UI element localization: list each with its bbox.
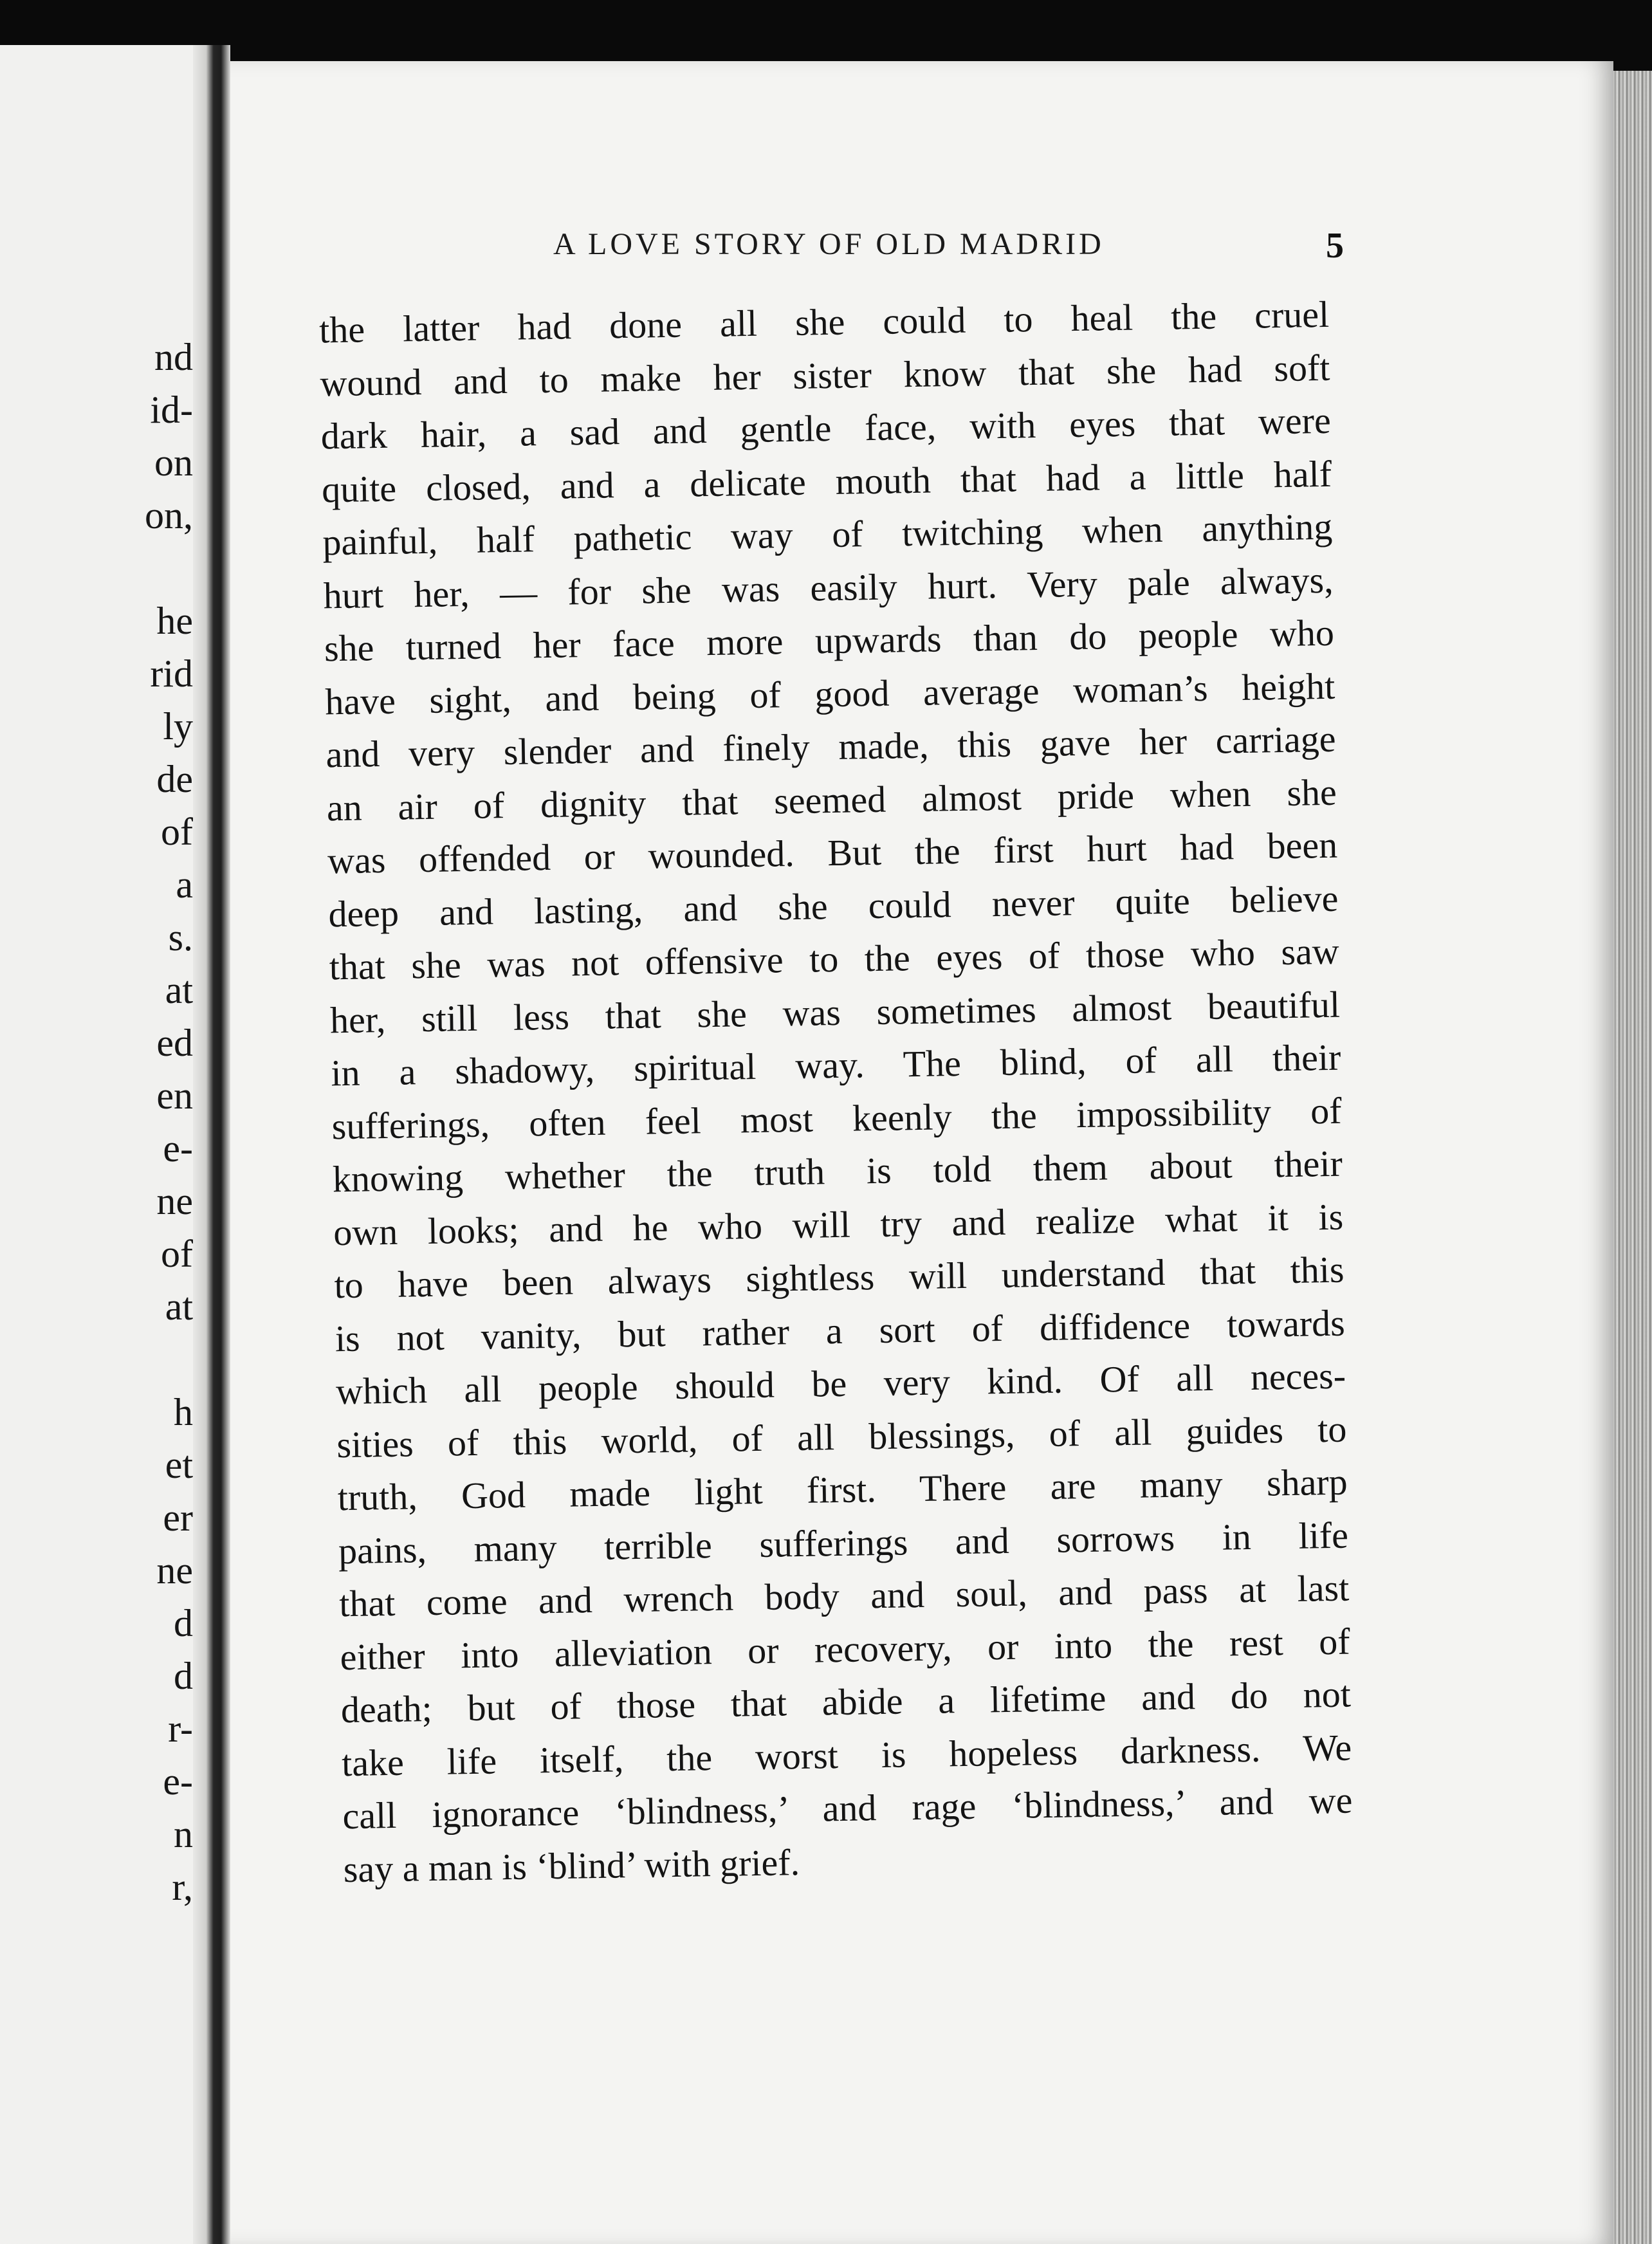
left-page-fragment: ed	[156, 1022, 193, 1064]
left-page-fragment: nd	[154, 336, 193, 378]
left-page-fragment: rid	[150, 652, 193, 695]
left-page-fragment: d	[174, 1655, 193, 1697]
text-line: in a shadowy, spiritual way. The blind, of all their	[330, 1036, 1341, 1094]
left-page-fragment: he	[156, 600, 193, 642]
left-page-fragment: r,	[172, 1866, 193, 1908]
text-line: hurt her, — for she was easily hurt. Very pale always,	[323, 558, 1334, 616]
text-line: her, still less that she was sometimes almost beautiful	[329, 983, 1341, 1041]
scan-top-border	[0, 0, 1652, 71]
text-line: say a man is ‘blind’ with grief.	[343, 1841, 800, 1890]
text-line: knowing whether the truth is told them about their	[332, 1142, 1343, 1200]
text-line: to have been always sightless will understand that this	[334, 1248, 1345, 1307]
text-line: take life itself, the worst is hopeless darkness. We	[341, 1726, 1352, 1784]
text-line: truth, God made light first. There are many sharp	[337, 1460, 1348, 1519]
text-line: is not vanity, but rather a sort of diffidence towards	[335, 1301, 1346, 1359]
left-page-fragment: on	[154, 441, 193, 484]
text-line: and very slender and finely made, this gave her carriage	[326, 717, 1336, 776]
text-line: have sight, and being of good average woman’s height	[324, 665, 1335, 722]
left-page-fragment: ne	[156, 1549, 193, 1592]
text-line: sities of this world, of all blessings, of all guides to	[336, 1408, 1347, 1466]
left-page-fragment: at	[165, 969, 193, 1011]
text-line: quite closed, and a delicate mouth that had a little half	[321, 452, 1332, 510]
text-line: an air of dignity that seemed almost pride when she	[326, 771, 1337, 829]
text-line: she turned her face more upwards than do people who	[324, 611, 1335, 670]
left-page-fragment: on,	[145, 494, 193, 537]
left-page-fragment: of	[161, 811, 193, 853]
left-page-fragment: a	[176, 863, 193, 906]
left-page-fragment: ne	[156, 1180, 193, 1222]
left-page-fragment: e-	[163, 1127, 193, 1170]
running-head: A LOVE STORY OF OLD MADRID	[553, 227, 1105, 261]
left-page-fragment: d	[174, 1602, 193, 1644]
left-page-fragment: s.	[168, 916, 193, 959]
left-page-fragment: ly	[163, 705, 193, 748]
page-edge-stack	[1613, 71, 1652, 2244]
text-line: the latter had done all she could to heal the cruel	[318, 293, 1330, 351]
left-page-fragment: et	[165, 1444, 193, 1486]
text-line: that she was not offensive to the eyes of those who saw	[329, 930, 1340, 988]
text-line: sufferings, often feel most keenly the impossibility of	[331, 1089, 1343, 1147]
left-page-fragment: r-	[168, 1707, 193, 1750]
left-page-fragment: en	[156, 1074, 193, 1117]
text-line: death; but of those that abide a lifetime and do not	[340, 1673, 1352, 1731]
body-text	[319, 288, 1354, 1899]
left-page-edge	[0, 45, 193, 2244]
text-line: was offended or wounded. But the first hurt had been	[327, 823, 1338, 882]
left-page-fragment: e-	[163, 1760, 193, 1803]
text-line: dark hair, a sad and gentle face, with eyes that were	[320, 399, 1332, 457]
book-gutter	[193, 45, 230, 2244]
text-line: pains, many terrible sufferings and sorrows in life	[338, 1514, 1349, 1572]
text-line: call ignorance ‘blindness,’ and rage ‘blindness,’ and we	[342, 1779, 1353, 1837]
text-line: deep and lasting, and she could never quite believe	[327, 877, 1339, 935]
left-page-fragment: h	[174, 1391, 193, 1433]
left-page-fragment: er	[163, 1496, 193, 1539]
left-page-fragment: de	[156, 758, 193, 800]
left-page-fragment: n	[174, 1813, 193, 1855]
text-line: which all people should be very kind. Of all neces-	[335, 1354, 1346, 1413]
text-line: painful, half pathetic way of twitching when anything	[322, 505, 1333, 564]
text-line: own looks; and he who will try and realize what it is	[333, 1195, 1344, 1253]
left-page-fragment: of	[161, 1233, 193, 1275]
text-line: wound and to make her sister know that she had soft	[320, 346, 1330, 404]
text-line: that come and wrench body and soul, and pass at last	[338, 1567, 1350, 1625]
page-number: 5	[1326, 226, 1344, 266]
left-page-fragment: at	[165, 1285, 193, 1328]
text-line: either into alleviation or recovery, or into the rest of	[340, 1620, 1350, 1678]
left-page-fragment: id-	[150, 389, 193, 431]
